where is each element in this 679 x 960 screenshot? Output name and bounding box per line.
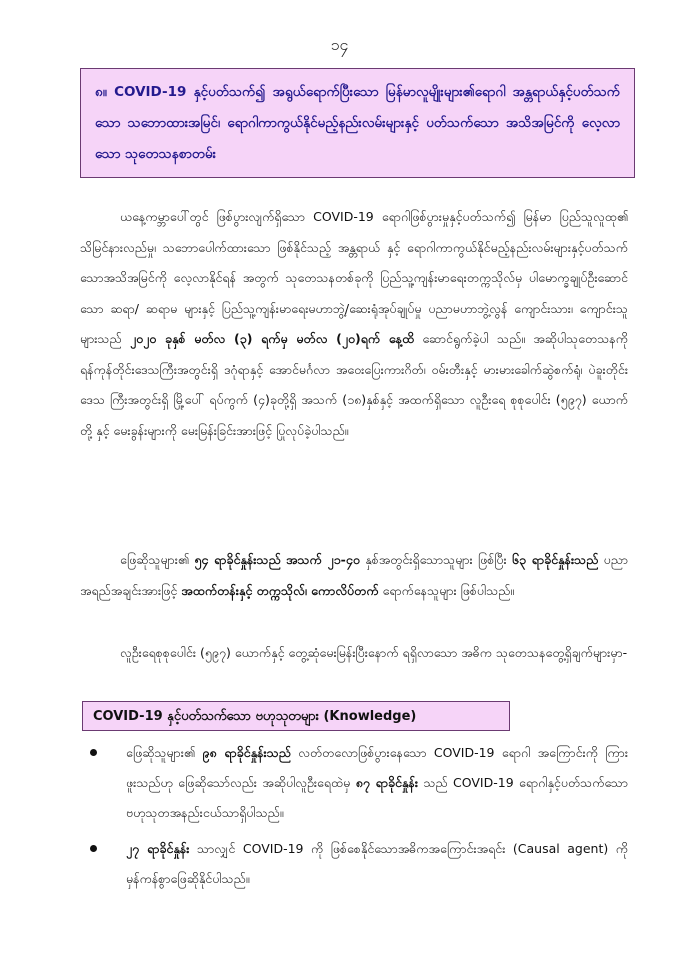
list-item — [90, 738, 628, 828]
respondents-text-1: ဖြေဆိုသူများ၏ — [120, 552, 190, 567]
respondents-percent-education: ၆၃ ရာခိုင်နှုန်းသည် — [512, 552, 599, 567]
bullet-icon — [90, 845, 97, 852]
bullet-text: သည် COVID-19 ရောဂါနှင့်ပတ်သက်သော ဗဟုသုတအနည်းငယ်သာရှိပါသည်။ — [126, 775, 628, 820]
bullet-text: လတ်တလောဖြစ်ပွားနေသော COVID-19 ရောဂါ အကြောင်းကို ကြားဖူးသည်ဟု ဖြေဆိုသော်လည်း အဆိုပါလူဦးရေထဲမှ — [126, 745, 628, 790]
respondents-text-3: ပညာအရည်အချင်းအားဖြင့် — [80, 552, 629, 598]
respondents-age-range: အသက် ၂၁-၄၀ — [285, 552, 360, 567]
intro-paragraph — [80, 202, 628, 446]
respondents-education: အထက်တန်းနှင့် တက္ကသိုလ်၊ ကောလိပ်တက် — [181, 582, 379, 598]
respondents-text-2: နှစ်အတွင်းရှိသောသူများ ဖြစ်ပြီး — [365, 552, 507, 567]
intro-text-2: ဆောင်ရွက်ခဲ့ပါ သည်။ အဆိုပါသုတေသနကို ရန်ကုန်တိုင်းဒေသကြီးအတွင်းရှိ ဒဂုံရာနှင့် အောင်မင်္ဂလာ အဝေးပြေးကားဂိတ်၊ ဝမ်းတီးနှင့် မားမားခေါက်ဆွဲစက်ရုံ၊ ပဲခူးတိုင်းဒေသ ကြီးအတွင်းရှိ မြို့ပေါ် ရပ်ကွက် (၄)ခုတို့ရှိ အသက် (၁၈)နှစ်နှင့် အထက်ရှိသော လူဦးရေ စုစုပေါင်း (၅၉၇) ယောက်တို့ နှင့် မေးခွန်းများကို မေးမြန်းခြင်းအားဖြင့် ပြုလုပ်ခဲ့ပါသည်။ — [80, 331, 629, 438]
bullet-percent: ၂၇ ရာခိုင်နှုန်း — [126, 841, 190, 856]
bullet-icon — [90, 749, 97, 756]
findings-intro-text: လူဦးရေစုစုပေါင်း (၅၉၇) ယောက်နှင့် တွေ့ဆုံမေးမြန်းပြီးနောက် ရရှိလာသော အဓိက သုတေသနတွေ့ရှိချက်များမှာ- — [120, 645, 628, 660]
list-item — [90, 834, 628, 894]
bullet-percent: ၈၇ ရာခိုင်နှုန်း — [355, 775, 419, 790]
title-box — [80, 68, 635, 178]
findings-intro — [80, 637, 628, 668]
bullet-text: ဖြေဆိုသူများ၏ — [126, 745, 196, 760]
respondents-text-4: ရောက်နေသူများ ဖြစ်ပါသည်။ — [382, 582, 515, 598]
document-title: ၈။ COVID-19 နှင့်ပတ်သက်၍ အရွယ်ရောက်ပြီးသော မြန်မာလူမျိုးများ၏ရောဂါ အန္တရာယ်နှင့်ပတ်သက်သော သဘောထားအမြင်၊ ရောဂါကာကွယ်နိုင်မည့်နည်းလမ်းများနှင့် ပတ်သက်သော အသိအမြင်ကို လေ့လာသော သုတေသနစာတမ်း — [95, 84, 620, 162]
respondents-paragraph — [80, 545, 628, 606]
respondents-percent-age: ၅၄ ရာခိုင်နှုန်းသည် — [194, 552, 281, 567]
intro-text-1: ယနေ့ကမ္ဘာပေါ်တွင် ဖြစ်ပွားလျက်ရှိသော COVID-19 ရောဂါဖြစ်ပွားမှုနှင့်ပတ်သက်၍ မြန်မာ ပြည်သူလူထု၏ သိမြင်နားလည်မှု၊ သဘောပေါက်ထားသော ဖြစ်နိုင်သည့် အန္တရာယ် နှင့် ရောဂါကာကွယ်နိုင်မည့်နည်းလမ်းများနှင့်ပတ်သက်သောအသိအမြင်ကို လေ့လာနိုင်ရန် အတွက် သုတေသနတစ်ခုကို ပြည်သူ့ကျန်းမာရေးတက္ကသိုလ်မှ ပါမောက္ခချုပ်ဦးဆောင်သော ဆရာ/ ဆရာမ များနှင့် ပြည်သူ့ကျန်းမာရေးမဟာဘွဲ့/ဆေးရုံအုပ်ချုပ်မှု ပညာမဟာဘွဲ့လွန် ကျောင်းသား၊ ကျောင်းသူများသည် — [80, 209, 628, 346]
knowledge-heading: COVID-19 နှင့်ပတ်သက်သော ဗဟုသုတများ (Knowledge) — [82, 701, 510, 731]
survey-date-range: ၂၀၂၀ ခုနှစ် မတ်လ (၃) ရက်မှ မတ်လ (၂၀)ရက် နေ့ထိ — [129, 331, 415, 346]
page-number: ၁၄ — [330, 35, 349, 54]
findings-list — [90, 738, 628, 900]
bullet-percent: ၉၈ ရာခိုင်နှုန်းသည် — [202, 745, 291, 760]
bullet-text: သာလျှင် COVID-19 ကို ဖြစ်စေနိုင်သောအဓိကအကြောင်းအရင်း (Causal agent) ကို မှန်ကန်စွာဖြေဆိုနိုင်ပါသည်။ — [126, 841, 628, 886]
